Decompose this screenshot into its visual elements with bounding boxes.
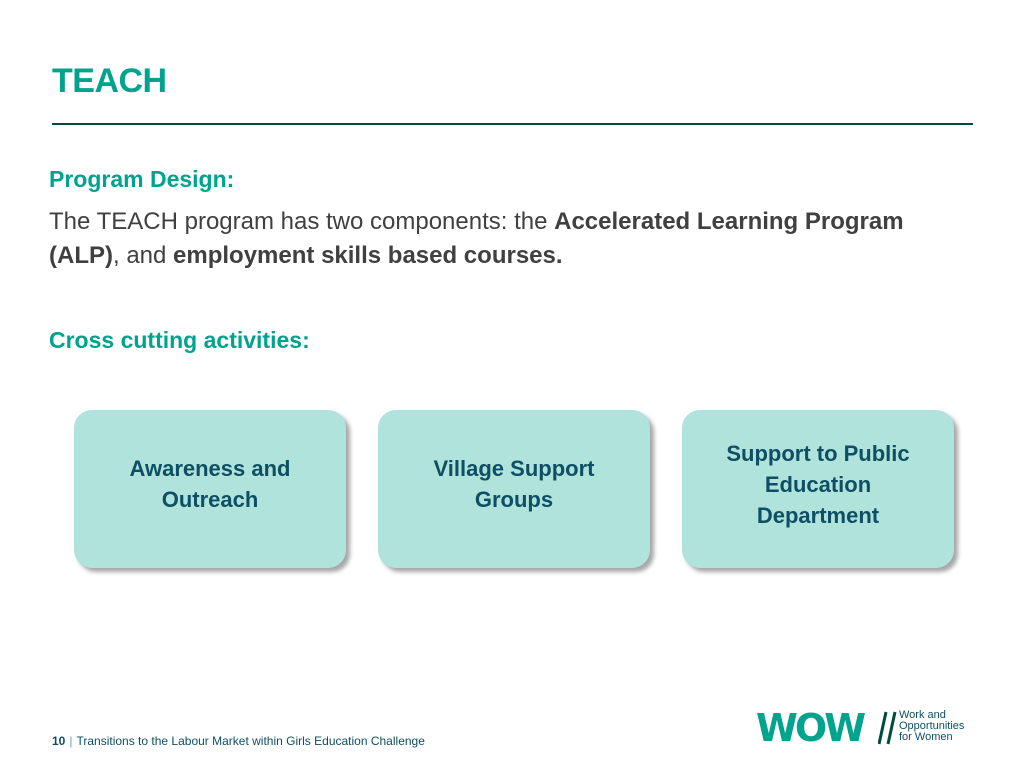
cross-cutting-heading: Cross cutting activities: [49,327,310,353]
activity-card-village-support [378,410,650,568]
logo-slashes-icon [878,711,898,745]
logo-tagline [899,710,964,743]
activity-cards [74,410,956,570]
logo-tagline-line: for Women [899,731,953,743]
activity-card-awareness [74,410,346,568]
slide-footer [52,734,425,748]
page-number: 10 [52,734,66,748]
activity-card-label: Support to Public Education Department [726,440,910,528]
program-design-intro: The TEACH program has two components: the [49,208,555,235]
program-design-connector: , and [112,242,174,269]
program-design-heading: Program Design: [49,166,235,192]
title-divider [52,123,973,125]
logo-tagline-line: Work and [899,709,946,721]
wow-logo [756,706,976,750]
logo-wordmark: WOW [756,706,864,750]
program-design-text [49,205,969,273]
footer-text: Transitions to the Labour Market within Girls Education Challenge [76,734,425,748]
footer-separator: | [69,734,73,748]
activity-card-public-education [682,410,954,568]
activity-card-label: Village Support Groups [433,456,595,512]
slide-title: TEACH [52,62,167,100]
activity-card-label: Awareness and Outreach [129,456,291,512]
employment-skills-emphasis: employment skills based courses. [173,242,563,269]
logo-tagline-line: Opportunities [899,720,965,732]
alp-emphasis: Accelerated Learning Program (ALP) [49,208,904,269]
